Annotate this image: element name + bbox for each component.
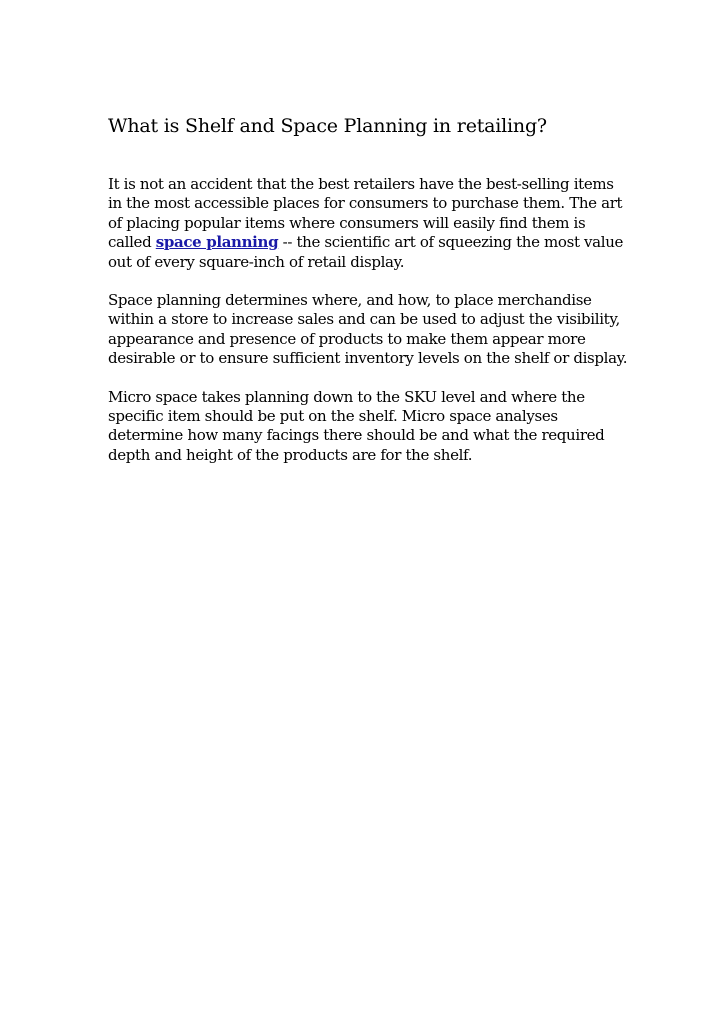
paragraph-intro [108, 175, 628, 272]
page-title: What is Shelf and Space Planning in retailing? [108, 115, 547, 137]
paragraph-intro-text-before: It is not an accident that the best retailers have the best-selling items in the most accessible places for consumers to purchase them. The art of placing popular items where consumers will easily find them is called [108, 175, 623, 252]
paragraph-space-planning: Space planning determines where, and how, to place merchandise within a store to increase sales and can be used to adjust the visibility, appearance and presence of products to make them appear more desirable or to ensure sufficient inventory levels on the shelf or display. [108, 291, 628, 368]
paragraph-intro-text-after: -- the scientific art of squeezing the most value out of every square-inch of retail display. [108, 233, 624, 271]
paragraph-micro-space: Micro space takes planning down to the SKU level and where the specific item should be put on the shelf. Micro space analyses determine how many facings there should be and what the required depth and height of the products are for the shelf. [108, 387, 605, 464]
article-body [108, 175, 628, 484]
space-planning-link[interactable]: space planning [155, 233, 279, 252]
